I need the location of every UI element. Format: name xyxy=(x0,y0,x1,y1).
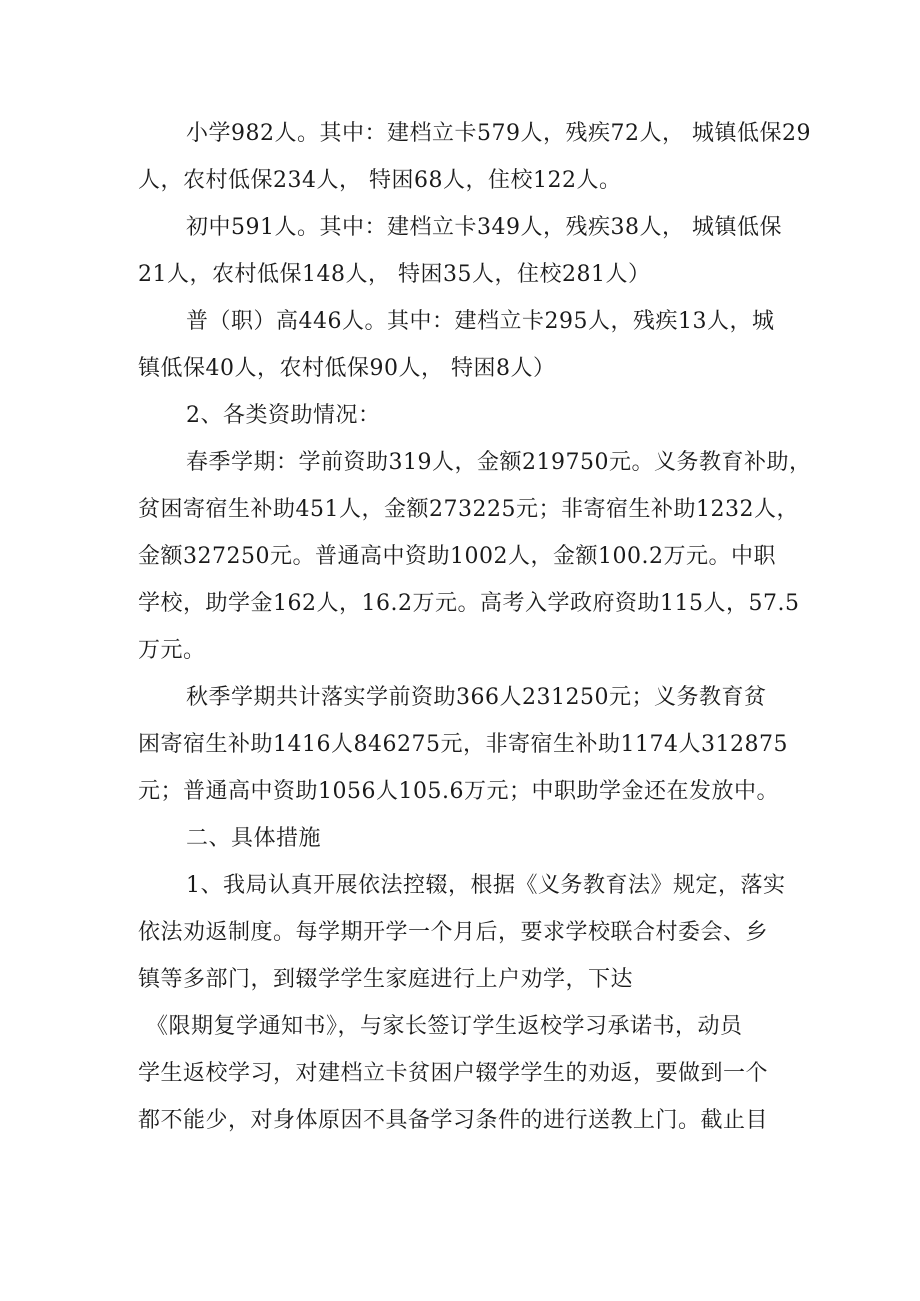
text-line: 困寄宿生补助1416人846275元，非寄宿生补助1174人312875 xyxy=(138,732,788,757)
document-body xyxy=(138,110,812,1144)
text-line: 春季学期：学前资助319人，金额219750元。义务教育补助， xyxy=(186,450,812,475)
text-line: 都不能少，对身体原因不具备学习条件的进行送教上门。截止目 xyxy=(138,1108,769,1133)
text-line: 《限期复学通知书》，与家长签订学生返校学习承诺书，动员 xyxy=(146,1014,743,1039)
text-line: 依法劝返制度。每学期开学一个月后，要求学校联合村委会、乡 xyxy=(138,920,769,945)
text-line: 人，农村低保234人， 特困68人，住校122人。 xyxy=(138,168,622,193)
text-line: 初中591人。其中：建档立卡349人，残疾38人， 城镇低保 xyxy=(186,215,782,240)
text-line: 贫困寄宿生补助451人，金额273225元；非寄宿生补助1232人， xyxy=(138,497,799,522)
text-line: 万元。 xyxy=(138,638,206,663)
text-line: 21人，农村低保148人， 特困35人，住校281人） xyxy=(138,262,651,287)
text-line: 学生返校学习，对建档立卡贫困户辍学学生的劝返，要做到一个 xyxy=(138,1061,769,1086)
text-line: 小学982人。其中：建档立卡579人，残疾72人， 城镇低保29 xyxy=(186,121,811,146)
text-line: 金额327250元。普通高中资助1002人，金额100.2万元。中职 xyxy=(138,544,776,569)
text-line: 学校，助学金162人，16.2万元。高考入学政府资助115人，57.5 xyxy=(138,591,800,616)
text-line: 元；普通高中资助1056人105.6万元；中职助学金还在发放中。 xyxy=(138,779,779,804)
text-line: 2、各类资助情况： xyxy=(186,403,381,428)
text-line: 1、我局认真开展依法控辍，根据《义务教育法》规定，落实 xyxy=(186,873,786,898)
text-line: 镇等多部门，到辍学学生家庭进行上户劝学，下达 xyxy=(138,967,634,992)
text-line: 普（职）高446人。其中：建档立卡295人，残疾13人，城 xyxy=(186,309,775,334)
text-line: 秋季学期共计落实学前资助366人231250元；义务教育贫 xyxy=(186,685,767,710)
text-line: 二、具体措施 xyxy=(186,826,322,851)
text-line: 镇低保40人，农村低保90人， 特困8人） xyxy=(138,356,556,381)
